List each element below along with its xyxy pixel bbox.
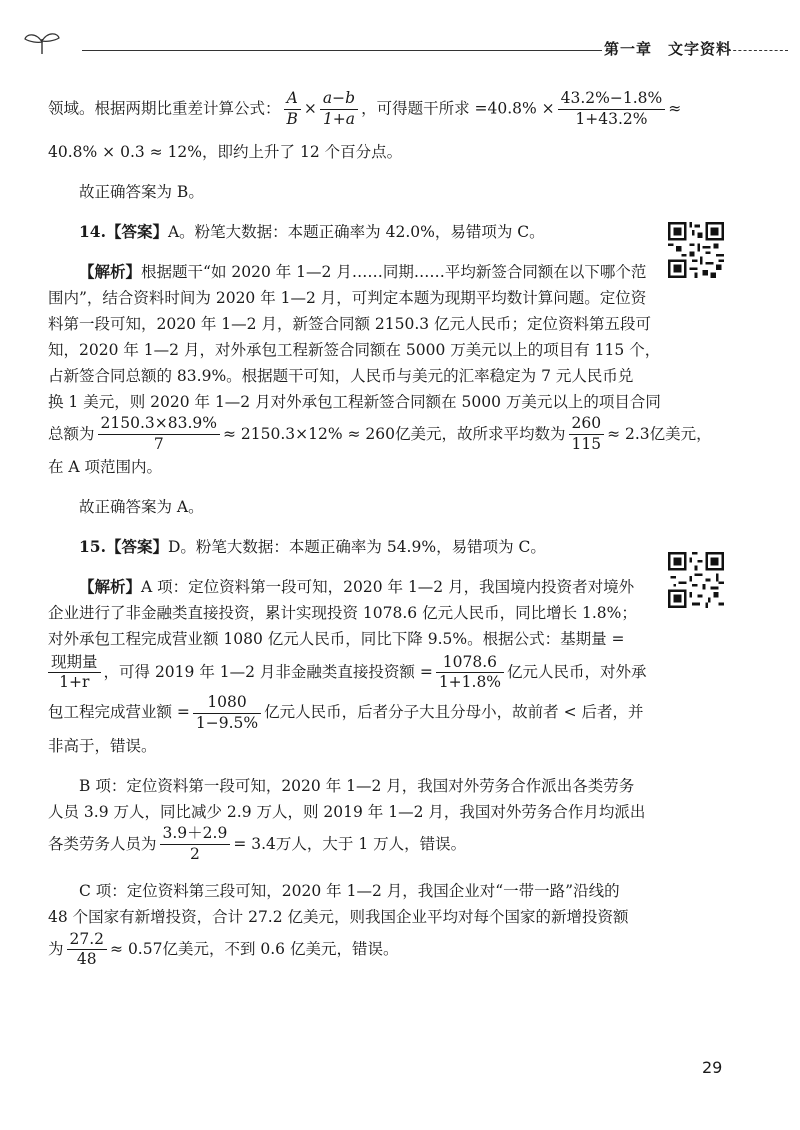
fraction: $\frac{a-b}{1+a}$ [320, 90, 358, 129]
fraction: $\frac{3.9+2.9}{2}$ [160, 825, 231, 864]
text-line: 占新签合同总额的 83.9%。根据题干可知，人民币与美元的汇率稳定为 7 元人民币兑 [48, 366, 634, 385]
analysis-line: 【解析】根据题干“如 2020 年 1—2 月……同期……平均新签合同额在以下哪个范 [79, 261, 647, 281]
text-line: 为 $\frac{27.2}{48}$ ≈ 0.57亿美元，不到 0.6 亿美元，错误。 [48, 929, 399, 969]
answer-line: 14.【答案】A。粉笔大数据：本题正确率为 42.0%，易错项为 C。 [79, 221, 545, 241]
text-line: 换 1 美元，则 2020 年 1—2 月对外承包工程新签合同额在 5000 万美元以上的项目合同 [48, 392, 661, 411]
fraction: $\frac{1080}{1-9.5\%}$ [193, 694, 261, 733]
text-line: 48 个国家有新增投资，合计 27.2 亿美元，则我国企业平均对每个国家的新增投资额 [48, 907, 629, 926]
fraction: $\frac{260}{115}$ [569, 415, 605, 454]
text-line: 围内”，结合资料时间为 2020 年 1—2 月，可判定本题为现期平均数计算问题。定位资 [48, 288, 647, 307]
paragraph: 领域。根据两期比重差计算公式： $\frac{A}{B}$ × $\frac{a-b}{1+a}$ ，可得题干所求 =40.8% × $\frac{43.2\%-1.8\%}{1+43.2\%}$ ≈ [48, 89, 682, 128]
text-line: $\frac{\text{现期量}}{1+r}$ ，可得 2019 年 1—2 月非金融类直接投资额 = $\frac{1078.6}{1+1.8\%}$ 亿元人民币，对外承 [48, 652, 656, 692]
text-line: 总额为 $\frac{2150.3\times 83.9\%}{7}$ ≈ 2150.3×12% ≈ 260亿美元，故所求平均数为 $\frac{260}{115}$ ≈ 2.3亿美元， [48, 414, 712, 454]
text-line: C 项：定位资料第三段可知，2020 年 1—2 月，我国企业对“一带一路”沿线的 [79, 881, 620, 900]
chapter-title: 第一章 文字资料 [604, 40, 733, 58]
page-number: 29 [702, 1058, 723, 1077]
fraction: $\frac{A}{B}$ [284, 90, 301, 129]
paragraph: 故正确答案为 B。 [79, 182, 204, 201]
document-body [48, 89, 712, 969]
fraction: $\frac{1078.6}{1+1.8\%}$ [436, 654, 504, 693]
fraction: $\frac{\text{现期量}}{1+r}$ [48, 654, 101, 693]
sprout-icon [22, 30, 62, 56]
paragraph: 故正确答案为 A。 [79, 497, 204, 516]
text-line: 对外承包工程完成营业额 1080 亿元人民币，同比下降 9.5%。根据公式：基期量 = [48, 629, 625, 648]
header-rule [82, 50, 602, 51]
text-line: 在 A 项范围内。 [48, 457, 163, 476]
text-line: 各类劳务人员为 $\frac{3.9+2.9}{2}$ = 3.4万人，大于 1 万人，错误。 [48, 824, 467, 864]
qr-code-icon[interactable] [668, 552, 724, 608]
analysis-line: 【解析】A 项：定位资料第一段可知，2020 年 1—2 月，我国境内投资者对境外 [79, 576, 635, 596]
fraction: $\frac{2150.3\times 83.9\%}{7}$ [98, 415, 220, 454]
text-line: 料第一段可知，2020 年 1—2 月，新签合同额 2150.3 亿元人民币；定位资料第五段可 [48, 314, 652, 333]
qr-code-icon[interactable] [668, 222, 724, 278]
paragraph: 40.8% × 0.3 ≈ 12%，即约上升了 12 个百分点。 [48, 142, 403, 161]
text-line: B 项：定位资料第一段可知，2020 年 1—2 月，我国对外劳务合作派出各类劳务 [79, 776, 635, 795]
text-line: 非高于，错误。 [48, 736, 157, 755]
fraction: $\frac{27.2}{48}$ [67, 931, 108, 970]
text-line: 人员 3.9 万人，同比减少 2.9 万人，则 2019 年 1—2 月，我国对外劳务合作月均派出 [48, 802, 646, 821]
text-line: 知，2020 年 1—2 月，对外承包工程新签合同额在 5000 万美元以上的项目有 115 个， [48, 340, 661, 359]
answer-line: 15.【答案】D。粉笔大数据：本题正确率为 54.9%，易错项为 C。 [79, 536, 546, 556]
text-line: 包工程完成营业额 = $\frac{1080}{1-9.5\%}$ 亿元人民币，后者分子大且分母小，故前者 < 后者，并 [48, 692, 644, 732]
page-header [22, 30, 792, 60]
fraction: $\frac{43.2\%-1.8\%}{1+43.2\%}$ [558, 90, 666, 129]
text-line: 企业进行了非金融类直接投资，累计实现投资 1078.6 亿元人民币，同比增长 1.8%； [48, 603, 637, 622]
header-rule-tail [728, 50, 788, 51]
